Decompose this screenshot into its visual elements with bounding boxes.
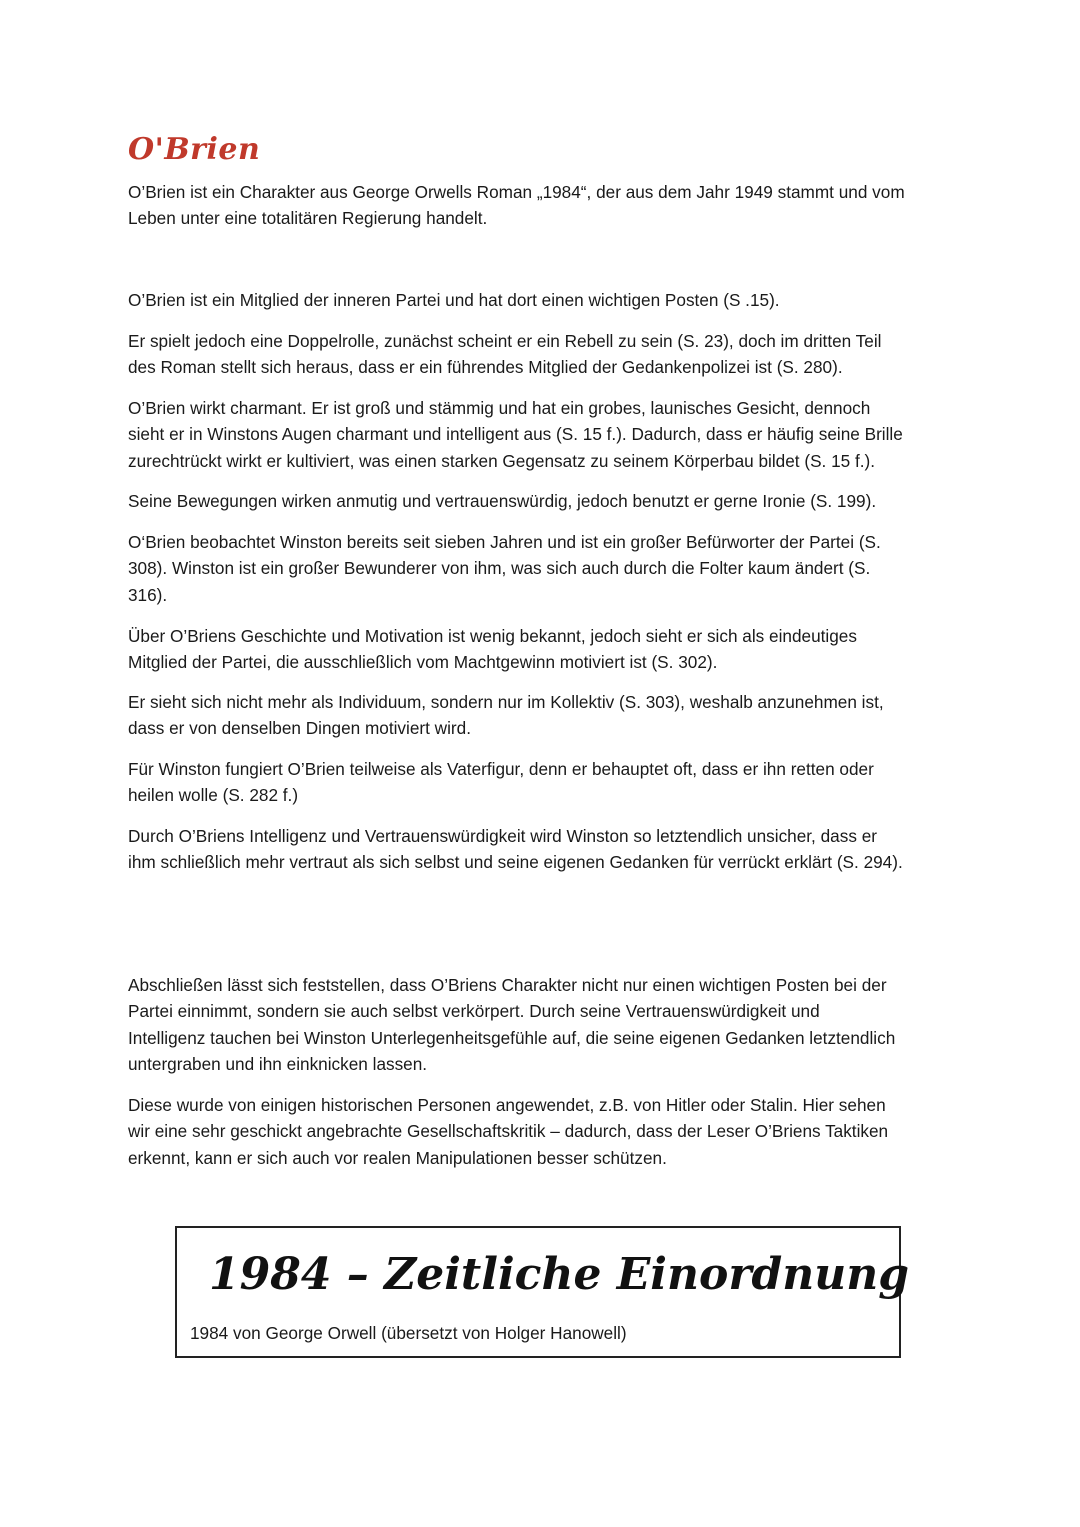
paragraph-collective: Er sieht sich nicht mehr als Individuum, sondern nur im Kollektiv (S. 303), weshalb anzunehmen ist, dass er von denselben Dingen motiviert wird. [128, 692, 884, 739]
paragraph-trust: Durch O’Briens Intelligenz und Vertrauenswürdigkeit wird Winston so letztendlich unsicher, dass er ihm schließlich mehr vertraut als sich selbst und seine eigenen Gedanken für verrückt erklärt (S. 294). [128, 826, 903, 873]
paragraph-motivation: Über O’Briens Geschichte und Motivation ist wenig bekannt, jedoch sieht er sich als eindeutiges Mitglied der Partei, die ausschließlich vom Machtgewinn motiviert ist (S. 302). [128, 626, 857, 673]
paragraph-movements: Seine Bewegungen wirken anmutig und vertrauenswürdig, jedoch benutzt er gerne Ironie (S. 199). [128, 491, 877, 511]
paragraph-intro: O’Brien ist ein Charakter aus George Orwells Roman „1984“, der aus dem Jahr 1949 stammt und vom Leben unter eine totalitären Regierung handelt. [128, 182, 905, 229]
paragraph-party-member: O’Brien ist ein Mitglied der inneren Partei und hat dort einen wichtigen Posten (S .15). [128, 290, 780, 310]
timeline-box [175, 1226, 910, 1358]
paragraph-conclusion: Abschließen lässt sich feststellen, dass O’Briens Charakter nicht nur einen wichtigen Posten bei der Partei einnimmt, sondern sie auch selbst verkörpert. Durch seine Vertrauenswürdigkeit und Intelligenz tauchen bei Winston Unterlegenheitsgefühle auf, die seine eigenen Gedanken letztendlich untergraben und ihn einknicken lassen. [128, 975, 896, 1075]
timeline-box-title: 1984 – Zeitliche Einordnung [209, 1249, 910, 1300]
paragraph-double-role: Er spielt jedoch eine Doppelrolle, zunächst scheint er ein Rebell zu sein (S. 23), doch im dritten Teil des Roman stellt sich heraus, dass er ein führendes Mitglied der Gedankenpolizei ist (S. 280). [128, 331, 882, 378]
paragraph-observation: O‘Brien beobachtet Winston bereits seit sieben Jahren und ist ein großer Befürworter der Partei (S. 308). Winston ist ein großer Bewunderer von ihm, was sich auch durch die Folter kaum ändert (S. 316). [128, 532, 881, 605]
paragraph-father-figure: Für Winston fungiert O’Brien teilweise als Vaterfigur, denn er behauptet oft, dass er ihn retten oder heilen wolle (S. 282 f.) [128, 759, 874, 806]
paragraph-society-critique: Diese wurde von einigen historischen Personen angewendet, z.B. von Hitler oder Stalin. Hier sehen wir eine sehr geschickt angebrachte Gesellschaftskritik – dadurch, dass der Leser O’Briens Taktiken erkennt, kann er sich auch vor realen Manipulationen besser schützen. [128, 1095, 889, 1168]
page-title: O'Brien [128, 132, 261, 167]
timeline-box-subtitle: 1984 von George Orwell (übersetzt von Holger Hanowell) [190, 1323, 627, 1343]
paragraph-appearance: O’Brien wirkt charmant. Er ist groß und stämmig und hat ein grobes, launisches Gesicht, dennoch sieht er in Winstons Augen charmant und intelligent aus (S. 15 f.). Dadurch, dass er häufig seine Brille zurechtrückt wirkt er kultiviert, was einen starken Gegensatz zu seinem Körperbau bildet (S. 15 f.). [128, 398, 903, 471]
